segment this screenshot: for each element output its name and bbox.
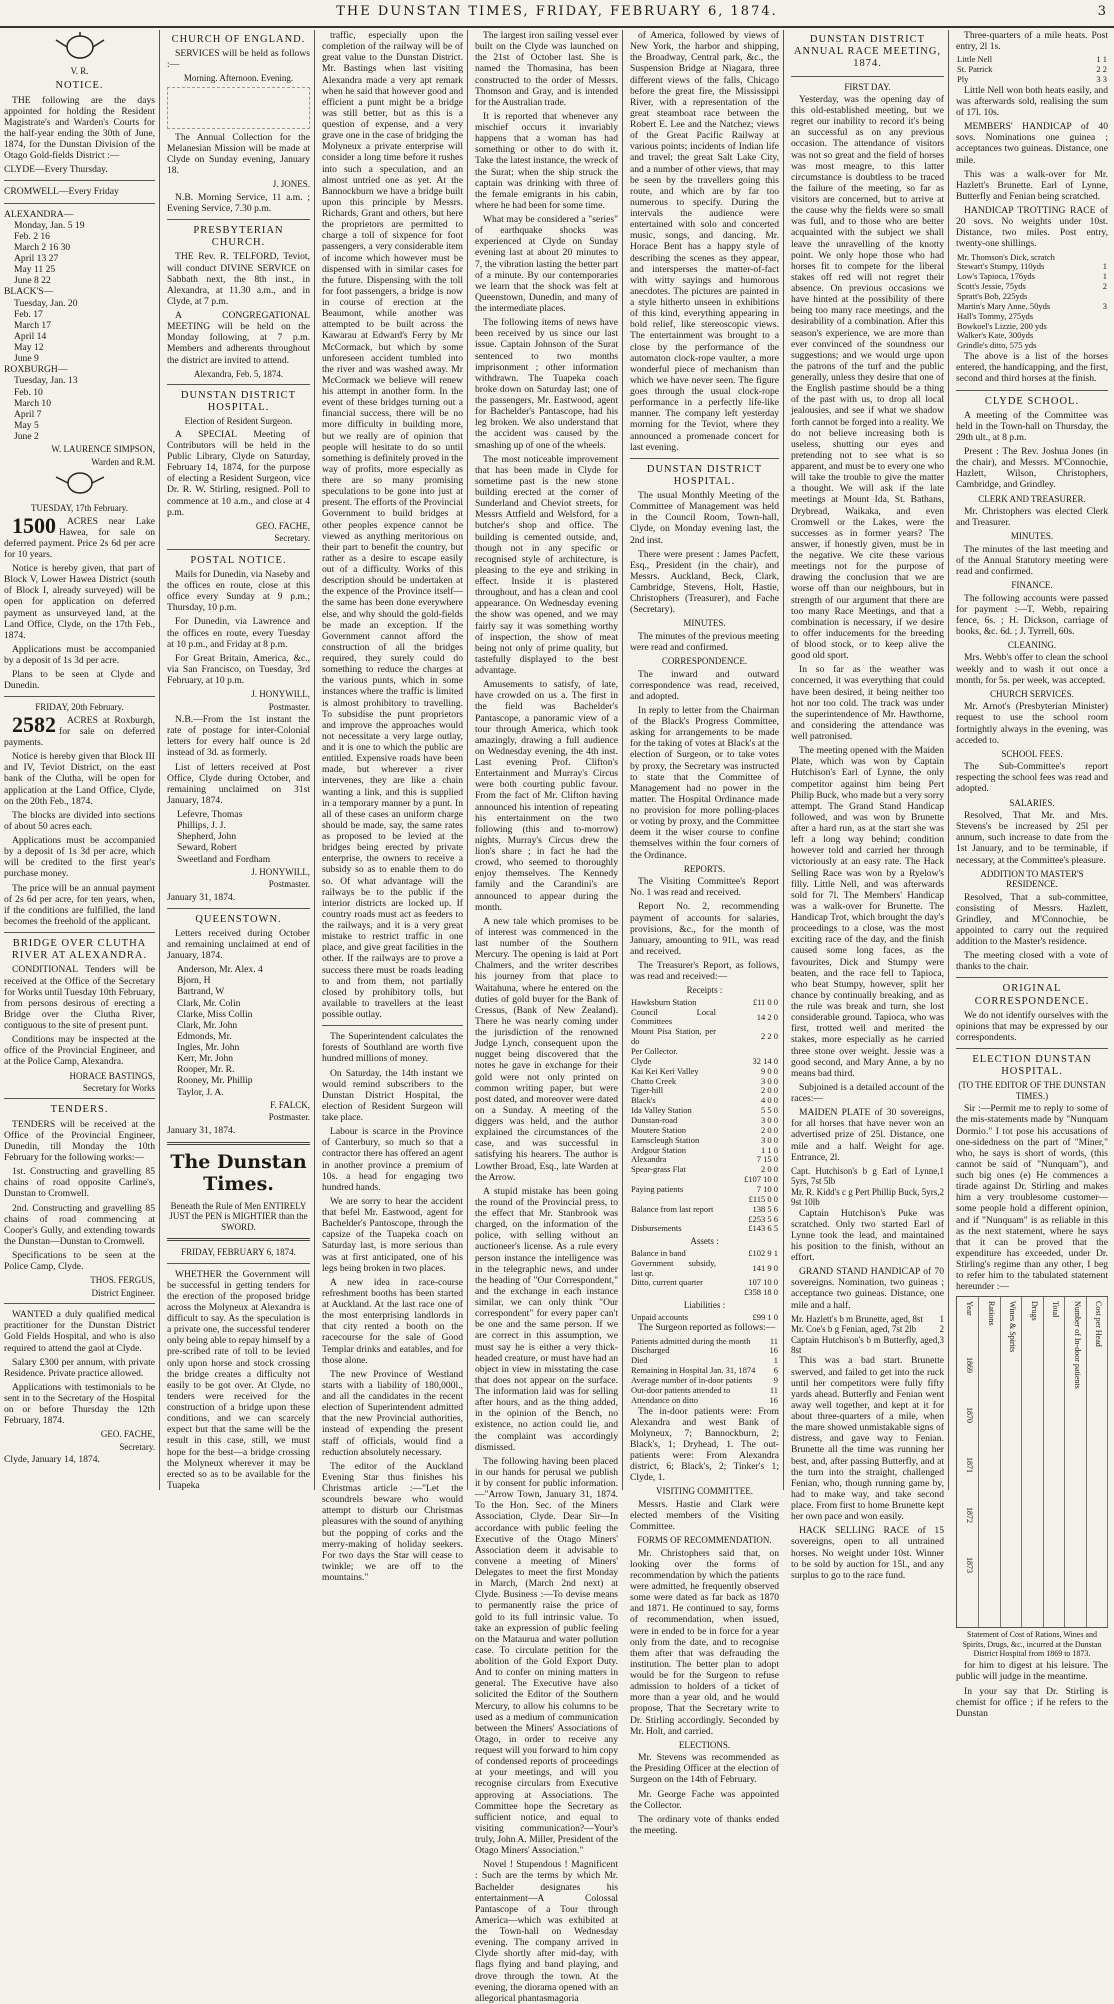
list-item: Bjorn, H — [177, 975, 211, 987]
election-letter-tail-2: In your say that Dr. Stirling is chemist for office ; if he refers to the Dunstan — [956, 1685, 1108, 1719]
year-cell: 1871 — [965, 1457, 975, 1474]
sale-number-2: 2582 — [12, 711, 56, 737]
hospital-meeting: The usual Monthly Meeting of the Committee of Management was held in the Council Room, Town-hall, Clyde, on Monday evening last, the 2nd inst. — [630, 490, 779, 546]
column-6 — [787, 30, 949, 1581]
maiden-plate-note: Captain Hutchison's Puke was scratched. Only two started Earl of Lynne took the lead, and maintained his position to the finish, without an effort. — [791, 1207, 944, 1264]
members-note: This was a walk-over for Mr. Hazlett's Brunette. Earl of Lynne, Butterfly and Fenian being scratched. — [956, 168, 1108, 202]
table-row: Discharged 16 — [631, 1345, 778, 1356]
list-item: Clark, Mr. Colin — [177, 997, 241, 1009]
news-labour: Labour is scarce in the Province of Canterbury, so much so that a contractor there has offered an agent in another province a premium of 10s. a head for engaging two hundred hands. — [322, 1126, 463, 1193]
table-row: Hall's Tommy, 275yds — [957, 310, 1034, 321]
school-para: Resolved, That a sub-committee, consisting of Messrs. Hazlett, Grindley, and M'Connochie, be appointed to carry out the required addition to the Master's residence. — [956, 891, 1108, 948]
presbyterian-meeting: A CONGREGATIONAL MEETING will be held on the Monday following, at 7 p.m. Members and adherents throughout the district are invited to attend. — [167, 310, 310, 366]
wanted-signature: GEO. FACHE, — [100, 1429, 155, 1440]
reports-body-1: The Visiting Committee's Report No. 1 was read and received. — [630, 876, 779, 899]
school-para: The minutes of the last meeting and of the Annual Statutory meeting were read and confirmed. — [956, 543, 1108, 577]
column-2 — [163, 30, 315, 1490]
sale-body-2: Notice is hereby given, that part of Block V, Lower Hawea District (south of Block I, already surveyed) will be open for application on deferred payment as unsurveyed land, at the Land Office, Clyde, on the 17th Feb., 1874. — [4, 563, 155, 641]
sale-body-7: The blocks are divided into sections of about 50 acres each. — [4, 809, 155, 832]
column-1 — [0, 30, 160, 1490]
table-row: Government subsidy, last qr. 141 9 0 — [631, 1257, 778, 1278]
royal-crest-icon — [4, 469, 155, 501]
list-item: Ingles, Mr. John — [177, 1042, 240, 1054]
cost-statement-title: Statement of Cost of Rations, Wines and Spirits, Drugs, &c., incurred at the Dunstan District Hospital from 1869 to 1873. — [962, 1630, 1102, 1658]
list-item: March 17 — [14, 319, 52, 331]
alexandra-dates — [4, 220, 155, 287]
list-item: Seward, Robert — [177, 842, 237, 854]
notice-signature: W. LAURENCE SIMPSON, — [51, 444, 155, 455]
table-row: Mount Pisa Station, per do 2 2 0 — [631, 1026, 778, 1047]
table-row: Martin's Mary Anne, 50yds 3 — [957, 300, 1107, 311]
list-item: Shepherd, John — [177, 831, 237, 843]
minutes-heading: MINUTES. — [683, 618, 726, 629]
postal-signature-2: J. HONYWILL, — [251, 866, 310, 877]
school-heading: CLYDE SCHOOL. — [984, 395, 1080, 407]
queenstown-heading: QUEENSTOWN. — [195, 913, 282, 925]
table-row: Grindle's ditto, 575 yds — [957, 340, 1037, 351]
list-item: Rooper, Mr. R. — [177, 1064, 235, 1076]
hospital-sub: Election of Resident Surgeon. — [184, 416, 293, 427]
table-column — [978, 1297, 1000, 1627]
news-hospital-election: On Saturday, the 14th instant we would remind subscribers to the Dunstan District Hospital, the election of Resident Surgeon will take place. — [322, 1067, 463, 1123]
table-row: Spear-grass Flat 2 0 0 — [631, 1164, 778, 1175]
table-row: Ply 3 3 — [957, 73, 1107, 84]
list-item: April 14 — [14, 330, 47, 342]
sale-date-2: FRIDAY, 20th February. — [35, 702, 124, 713]
table-row: Walker's Kate, 300yds — [957, 330, 1034, 341]
presbyterian-body: THE Rev. R. TELFORD, Teviot, will conduct DIVINE SERVICE on Sabbath next, the 8th inst., in Alexandra, at 11.30 a.m., and in Clyde, at 7 p.m. — [167, 251, 310, 307]
news-items: The following items of news have been received by us since our last issue. Captain Johnson of the Surat sentenced to two months imprisonment ; other information withdrawn. The Tuapeka coach broke down on Saturday last; one of the passengers, Mr. Eastwood, agent for Bachelder's Pantascope, had his leg broken. We also understand that the accident was caused by the smashing up of one of the wheels. — [475, 317, 618, 451]
assets-total: £358 18 0 — [744, 1287, 778, 1298]
news-mistake: A stupid mistake has been going the round of the Provincial press, to the effect that Mr. Stanbrook was charged, on the information of the police, with selling without an auctioneer's license. As a rule every person instance the intelligence was in the telegraphic news, and under the heading of "Our Correspondent," and the exchange in each instance similar, we can only think "Our correspondent" for every paper can't be one and the same person. If we are correct in this assumption, we must say he is either a very thick-headed creature, or must have had an object in view in misstating the case that does not appear on the surface. The information laid was for selling after hours, and as the thing added, in the opinion of the Bench, no existence, no action could lie, and the complaint was accordingly dismissed. — [475, 1185, 618, 1453]
column-header: Number of In-door patients — [1072, 1301, 1082, 1390]
sale-body-9: The price will be an annual payment of 2s 6d per acre, for ten years, when, if the conditions are fulfilled, the land becomes the freehold of the applicant. — [4, 882, 155, 927]
table-row: Tiger-hill 2 0 0 — [631, 1085, 778, 1096]
news-westland: The new Province of Westland starts with a liability of 180,000l., and all the candidates in the recent election of Superintendent admitted that the new Provincial authorities, instead of expending the present staff of officials, would find a reduction absolutely necessary. — [322, 1368, 463, 1458]
bridge-body-1: CONDITIONAL Tenders will be received at the Office of the Secretary for Works until Tuesday 10th February, from persons desirous of erecting a Bridge over the Clutha River, contiguous to the site of present punt. — [4, 964, 155, 1032]
table-row: Clyde 32 14 0 — [631, 1055, 778, 1066]
hospital-signature-title: Secretary. — [274, 533, 310, 544]
liabilities-heading: Liabilities : — [683, 1300, 726, 1311]
column-header: Drugs — [1029, 1301, 1039, 1322]
elections-heading: ELECTIONS. — [678, 1739, 731, 1750]
postal-nb: N.B.—From the 1st instant the rate of postage for inter-Colonial letters for every half ounce is 2d instead of 3d. as formerly. — [167, 714, 310, 759]
queenstown-signature-title: Postmaster. — [268, 1112, 310, 1123]
sale-body-4: Plans to be seen at Clyde and Dunedin. — [4, 669, 155, 692]
school-present: Present : The Rev. Joshua Jones (in the chair), and Messrs. M'Connochie, Hazlett, Wilson, Christophers, Cambridge, and Grindley. — [956, 446, 1108, 491]
column-header: Year — [965, 1301, 975, 1317]
wanted-body-2: Salary £300 per annum, with private Residence. Private practice allowed. — [4, 1356, 155, 1379]
news-earthquake: What may be considered a "series" of earthquake shocks was experienced at Clyde on Sunday evening last at about 20 minutes to 7, the vibration lasting the better part of a minute. By our contemporaries we learn that the shock was felt at Queenstown, Dunedin, and many of the intermediate places. — [475, 214, 618, 314]
races-first-day: FIRST DAY. — [844, 81, 891, 92]
correspondence-body-2: In reply to letter from the Chairman of the Black's Progress Committee, asking for arrangements to be made for the taking of votes at Black's at the election of Surgeon, or to take votes by proxy, the Secretary was instructed to state that the Committee of Management had no power in the matter. The Hospital Ordinance made no provision for more polling-places or voting by proxy, and the Committee deem it the wiser course to confine themselves within the four corners of the Ordinance. — [630, 704, 779, 861]
wanted-body-3: Applications with testimonials to be sent in to the Secretary of the Hospital on or before Thursday the 12th February, 1874. — [4, 1381, 155, 1427]
column-3 — [318, 30, 468, 1583]
visiting-body: Messrs. Hastie and Clark were elected members of the Visiting Committee. — [630, 1498, 779, 1533]
table-column — [1064, 1297, 1086, 1627]
postal-heading: POSTAL NOTICE. — [190, 554, 287, 566]
list-item: Kerr, Mr. John — [177, 1053, 234, 1065]
postal-signature-title: Postmaster. — [268, 701, 310, 712]
result-row: Capt. Hutchison's b g Earl of Lynne, 5yrs, 7st 5lb 1 — [791, 1165, 944, 1187]
notice-clyde: CLYDE—Every Thursday. — [4, 164, 108, 176]
year-cell: 1873 — [965, 1557, 975, 1574]
page-number: 3 — [1097, 4, 1106, 19]
news-booths: A new idea in race-course refreshment booths has been started at Auckland. At the last race one of the most enterprising landlords in that city rented a booth on the racecourse for the sale of Good Templar drinks and eatables, and for those alone. — [322, 1276, 463, 1366]
table-row: Scott's Jessie, 75yds 2 — [957, 281, 1107, 292]
masthead-title: THE DUNSTAN TIMES, FRIDAY, FEBRUARY 6, 1874. — [336, 4, 778, 19]
notice-heading: NOTICE. — [55, 80, 104, 92]
table-column — [957, 1297, 979, 1627]
church-times: Morning. Afternoon. Evening. — [183, 73, 294, 84]
table-column — [1021, 1297, 1043, 1627]
postal-body-1: Mails for Dunedin, via Naseby and the offices en route, close at this office every Sunday at 9 p.m.; Thursday, 10 p.m. — [167, 568, 310, 614]
school-subhead: SCHOOL FEES. — [1001, 748, 1063, 759]
table-row: Average number of in-door patients 9 — [631, 1374, 778, 1385]
receipts-heading: Receipts : — [686, 985, 723, 996]
table-row: Hawksburn Station £11 0 0 — [631, 996, 778, 1007]
royal-crest-icon — [4, 32, 155, 64]
table-row: Balance in band £102 9 1 — [631, 1247, 778, 1258]
church-signature: J. JONES. — [272, 179, 310, 190]
table-row: Remaining in Hospital Jan. 31, 1874 6 — [631, 1365, 778, 1376]
newspaper-title: The Dunstan Times. — [170, 1150, 307, 1195]
races-summary: The meeting opened with the Maiden Plate, which was won by Captain Hutchison's Earl of Lynne, the only competitor against him being Pert Philip Buck, who made but a very sorry attempt. The Grand Stand Handicap followed, and was won by Brunette after a hard run, as at the start she was left a long way behind; condition however told and carried her through victoriously at an easy rate. The Hack Selling Race was won by a Ryelow's filly. Little Nell, and was afterwards sold for 7l. The Members' Handicap was a walk-over for Brunette. The Handicap Trot, which brought the day's proceedings to a close, was the most exciting race of the day, and the finish caused some long faces, as the favourites, Dick and Stumpy were beaten, and the race fell to Tapioca, who beat Stumpy, however, split her chance by continually breaking, and as the rule was break and turn, she lost considerable ground. Tapioca, who was first, trotted well and merited the stakes, more especially as he carried three stone over weight. Jessie was a good second, and Mary Anne, a by no means bad third. — [791, 745, 944, 1079]
table-row: Spratt's Bob, 225yds — [957, 291, 1028, 302]
hack-selling-race: HACK SELLING RACE of 15 sovereigns, open to all untrained horses. No weight under 10st. Winner to be sold by auction for 15l., and any surplus to go to the race fund. — [791, 1525, 944, 1581]
reports-body-2: Report No. 2, recommending payment of accounts for salaries, provisions, &c., for the month of January, amounting to 91l., was read and received. — [630, 901, 779, 957]
school-subhead: MINUTES. — [1010, 531, 1054, 542]
editorial-continued: traffic, especially upon the completion of the railway will be of great value to the Dunstan District. Mr. Bastings when last visiting Alexandra made a very apt remark when he said that however good and efficient a punt might be a bridge was still better, but as this is a question of expense, and a very grave one in the case of bridging the Molyneux a private enterprise will consider a long time before it rushes into such a speculation, and an almost untried one as yet. At the Bannockburn we have a bridge built upon this principle by Messrs. Richards, Grant and others, but here the proprietors are permitted to charge a toll of sixpence for foot passengers, a very considerable item of income which however must be dispensed with in similar cases for the future. Dispensing with the toll for foot passengers, a bridge is now in course of erection at the Beaumont, while another was attempted to be built across the Kawarau at Edward's Ferry by Mr McCormack, but which by some unforeseen accident tumbled into the river and was washed away. Mr McCormack we believe will renew his attempt in another form. In the event of these bridges turning out a financial success, there will be no more difficulty in building more, but we really are of opinion that people will hesitate to do so until something is definitely proved in the way of profits, more especially as there are so many promising speculations to be gone into just at present. The efforts of the Provincial Government to build bridges at other peoples expence cannot be viewed as anything meritorious on their part to benefit the country, but rather as a desire to escape easily out of a difficulty. Works of this description should be undertaken at the expence of the Province itself—the same has been done everywhere else, and why should the gold-fields be made an exception. If the Government cannot afford the construction of all the bridges required, they surely could do something to reduce the charges at the various punts, which in some instances where the traffic is limited is almost prohibitory to travelling. To subsidise the punt proprietors and improve the approaches would not necessitate a very large outlay, and it is one to which the public are entitled. Expensive roads have been made, but wherever a river intervenes, they are like a chain wanting a link, and this is supplied in a temporary manner by a punt. In all of these cases an uniform charge should be made, say, the same rates as proposed to be levied at the bridges being erected by private enterprise, the owners to receive a subsidy so as to enable them to do so. Of what advantage will the railways be to the public if the interior districts are locked up. If country roads must act as feeders to the railways, and it is a very great mistake to restrict traffic in one place, and give great facilities in the other. If the railways are to prove a success there must be roads leading to and from them, not partially closed by prohibitory tolls, but available to travellers at the least possible outlay. — [322, 30, 463, 1020]
school-para: Mr. Arnot's (Presbyterian Minister) request to use the school room fortnightly always in the evening, was acceded to. — [956, 701, 1108, 746]
tenders-heading: TENDERS. — [50, 1104, 109, 1116]
table-row: Moutere Station 2 0 0 — [631, 1124, 778, 1135]
postal-date: January 31, 1874. — [167, 891, 236, 903]
hospital-heading: DUNSTAN DISTRICT HOSPITAL. — [180, 390, 297, 414]
list-item: Rooney, Mr. Phillip — [177, 1075, 253, 1087]
table-row: Ditto, current quarter 107 10 0 — [631, 1277, 778, 1288]
table-row: Died 1 — [631, 1355, 778, 1366]
sale-date-1: TUESDAY, 17th February. — [31, 503, 128, 514]
year-cell: 1872 — [965, 1507, 975, 1524]
tenders-body-2: 1st. Constructing and gravelling 85 chains of road opposite Carline's, Dunstan to Cromwell. — [4, 1166, 155, 1200]
column-header: Cost per Head — [1093, 1301, 1103, 1348]
school-para: The following accounts were passed for payment :—T. Webb, repairing fence, 6s. ; H. Dickson, carriage of books, &c. 6d. ; J. Tyrrell, 60s. — [956, 592, 1108, 637]
totals-table: £107 10 0 Paying patients 7 10 0 £115 0 0 Balance from last report 138 5 6 £253 5 6 Disbursements £143 6 5 — [631, 1174, 778, 1234]
list-item: March 2 16 30 — [14, 241, 71, 253]
election-letter-to: (TO THE EDITOR OF THE DUNSTAN TIMES.) — [958, 1080, 1106, 1101]
list-item: April 7 — [14, 408, 42, 420]
result-row: Mr. R. Kidd's c g Pert Phillip Buck, 5yrs, 9st 10lb 2 — [791, 1186, 944, 1208]
list-item: Bartrand, W — [177, 986, 225, 998]
school-subhead: FINANCE. — [1011, 580, 1053, 591]
queenstown-signature: F. FALCK, — [270, 1099, 310, 1110]
church-nb: N.B. Morning Service, 11 a.m. ; Evening Service, 7.30 p.m. — [167, 191, 310, 214]
grand-stand-handicap: GRAND STAND HANDICAP of 70 sovereigns. Nomination, two guineas ; acceptance two guineas. Distance, one mile and a half. — [791, 1266, 944, 1311]
news-accident: We are sorry to hear the accident that befel Mr. Eastwood, agent for Bachelder's Pantoscope, through the capsize of the Tuapeka coach on Saturday last, is more serious than was at first anticipated, one of his legs being broken in two places. — [322, 1195, 463, 1274]
list-item: June 8 22 — [14, 275, 51, 287]
hack-race-conditions: Three-quarters of a mile heats. Post entry, 2l 1s. — [956, 30, 1108, 53]
correspondence-disclaimer: We do not identify ourselves with the opinions that may be expressed by our correspondents. — [956, 1009, 1108, 1043]
postal-signature: J. HONYWILL, — [251, 689, 310, 700]
presbyterian-heading: PRESBYTERIAN CHURCH. — [193, 225, 284, 249]
column-7 — [952, 30, 1112, 1719]
news-building: The most noticeable improvement that has been made in Clyde for sometime past is the new stone building erected at the corner of Sunderland and Cheviot streets, for Messrs Attfield and Welsford, for a butcher's shop and office. The building is cemented outside, and, though not in any specific or recognised style of architecture, is pleasing to the eye and striking in effect. Inside it is plastered throughout, and has a clean and cool appearance. On Wednesday evening the show was opened, and we may fairly say it was something worthy of inspection, the show of meat being not only of prime quality, but tastefully displayed to the best advantage. — [475, 453, 618, 676]
notice-roxburgh: ROXBURGH— — [4, 364, 68, 376]
tenders-signature-title: District Engineer. — [91, 1287, 155, 1298]
list-item: Clark, Mr. John — [177, 1019, 238, 1031]
news-amusements: Amusements to satisfy, of late, have crowded on us a. The first in the field was Bachelder's Pantascope, a panoramic view of a tour through America, which took amazingly, drawing a full audience on Wednesday evening, the 4th inst. Last evening Prof. Clifton's Entertainment and Murray's Circus were both courting public favour. From the fact of Mr. Clifton having announced his intention of repeating his entertainment on the two following (this and to-morrow) nights, Murray's Circus drew the lion's share ; in fact he had the crowd, who seemed to thoroughly enjoy themselves. The Kennedy family and the Carandini's are announced to appear during the month. — [475, 679, 618, 913]
school-subhead: CLEANING. — [1007, 640, 1057, 651]
table-column — [1043, 1297, 1065, 1627]
school-subhead: CHURCH SERVICES. — [990, 688, 1074, 699]
tenders-body-1: TENDERS will be received at the Office of the Provincial Engineer, Dunedin, till Monday the 10th February for the following works:— — [4, 1118, 155, 1163]
postal-list: List of letters received at Post Office, Clyde during October, and remaining unclaimed on 31st January, 1874. — [167, 761, 310, 806]
notice-alexandra: ALEXANDRA— — [4, 208, 74, 220]
members-handicap: MEMBERS' HANDICAP of 40 sovs. Nominations one guinea ; acceptances two guineas. Distance, one mile. — [956, 121, 1108, 166]
list-item: May 5 — [14, 419, 39, 431]
editorial-body: WHETHER the Government will be successful in getting tenders for the erection of the proposed bridge across the Molyneux at Alexandra is difficult to say. As the speculation is a private one, the successful tenderer only being able to repay himself by a pre-scribed rate of toll to be levied only upon horse and stock crossing the bridge creates a difficulty not easily to be got over. At Clyde, no tenders were received for the construction of a bridge upon these conditions, and we can scarcely expect but that the same will be the result in this case, still, we must hope for the best—a bridge crossing the Molyneux wherever it may be erected so as to be available for the Tuapeka — [167, 1268, 310, 1491]
masthead — [0, 0, 1114, 28]
table-row: Ida Valley Station 5 5 0 — [631, 1105, 778, 1116]
sale-body-5: ACRES at Roxburgh, for sale on deferred payments. — [4, 714, 155, 749]
table-row: Chatto Creek 3 0 0 — [631, 1075, 778, 1086]
minutes-body: The minutes of the previous meeting were read and confirmed. — [630, 630, 779, 654]
newspaper-date: FRIDAY, FEBRUARY 6, 1874. — [181, 1247, 296, 1258]
church-body: SERVICES will be held as follows :— — [167, 48, 310, 71]
forms-body: Mr. Christophers said that, on looking over the forms of recommendation by which the patients were admitted, he frequently observed some were dated as far back as 1870 and 1871. He continued to say, forms of recommendation, when issued, were in ended to be in force for a year only from the date, and to recognise them after that was defrauding the institution. The better plan to adopt would be for the Surgeon to refuse admission to holders of a ticket of more than a year old, and he would propose, That the Secretary write to Dr. Stirling accordingly. Seconded by Mr. Holt, and carried. — [630, 1547, 779, 1737]
result-row: Mr. Hazlett's b m Brunette, aged, 8st 1 — [791, 1313, 944, 1324]
school-meeting: A meeting of the Committee was held in the Town-hall on Thursday, the 29th ult., at 8 p.m. — [956, 409, 1108, 443]
postal-body-2: For Dunedin, via Lawrence and the offices en route, every Tuesday at 10 p.m., and Friday at 8 p.m. — [167, 616, 310, 650]
queenstown-body: Letters received during October and remaining unclaimed at end of January, 1874. — [167, 927, 310, 962]
table-row: Low's Tapioca, 176yds 1 — [957, 271, 1107, 282]
hack-note: Little Nell won both heats easily, and was afterwards sold, realising the sum of 17l. 10s. — [956, 84, 1108, 119]
table-row: Attendance on ditto 16 — [631, 1394, 778, 1405]
news-launch: The largest iron sailing vessel ever built on the Clyde was launched on the 21st of October last. She is named the Thomasina, has been constructed to the order of Messrs. Thomson and Gray, and is intended for the Australian trade. — [475, 30, 618, 108]
trotting-results — [956, 253, 1108, 352]
tenders-signature: THOS. FERGUS, — [90, 1275, 155, 1286]
table-row: Council Local Committees 14 2 0 — [631, 1006, 778, 1027]
races-detail-intro: Subjoined is a detailed account of the races:— — [791, 1081, 944, 1105]
table-column — [1000, 1297, 1022, 1627]
queenstown-date: January 31, 1874. — [167, 1124, 236, 1136]
hospital-present: There were present : James Pacfett, Esq., President (in the chair), and Messrs. Auckland, Beck, Clark, Cambridge, Stevens, Holt, Hastie, Christophers (Treasurer), and Fache (Secretary). — [630, 548, 779, 616]
list-item: Feb. 10 — [14, 386, 43, 398]
table-row: Kai Kei Keri Valley 9 0 0 — [631, 1065, 778, 1076]
sale-body-8: Applications must be accompanied by a deposit of 1s 3d per acre, which will be credited to the first year's purchase money. — [4, 835, 155, 880]
races-weather: In so far as the weather was concerned, it was everything that could have been desired, it being neither too hot nor too cold. The track was under the superintendence of Mr. Hawthorne, and considering the attendance was well patronised. — [791, 664, 944, 743]
news-auckland: The editor of the Auckland Evening Star thus finishes his Christmas article :—"Let the scoundrels beware who would attempt to disturb our Christmas pleasures with the sound of anything but the popping of corks and the merry-making of holiday seekers. For two days the Star will cease to twinkle; we are off to the mountains." — [322, 1460, 463, 1583]
wanted-date: Clyde, January 14, 1874. — [4, 1454, 100, 1466]
elections-body-2: Mr. George Fache was appointed the Collector. — [630, 1788, 779, 1811]
list-item: Feb. 17 — [14, 308, 43, 320]
hospital-body: A SPECIAL Meeting of Contributors will be held in the Public Library, Clyde on Saturday, February 14, 1874, for the purpose of electing a Resident Surgeon, vice Dr. R. W. Stirling, resigned. Poll to commence at 10 a.m., and close at 4 p.m. — [167, 428, 310, 518]
grand-stand-note: This was a bad start. Brunette swerved, and failed to get into the ruck until her competitors were fully fifty yards ahead. Butterfly and Fenian went away well together, and kept at it for about three-quarters of a mile, when the mare showed unmistakable signs of distress, and gave way to Fenian. Brunette all the time was running her best, and, after passing Butterfly, and at the turn into the straight, challenged Fenian, who, though running game by, had to make way, and take second place. From first to home Brunette kept her own pace and won easily. — [791, 1355, 944, 1523]
cost-statement-table — [956, 1296, 1108, 1628]
visiting-heading: VISITING COMMITTEE. — [656, 1486, 753, 1497]
school-para: Resolved, That Mr. and Mrs. Stevens's be increased by 25l per annum, such increase to date from the 1st January, and to be terminable, if necessary, at the Committee's pleasure. — [956, 810, 1108, 866]
sale-body-3: Applications must be accompanied by a deposit of 1s 3d per acre. — [4, 643, 155, 667]
presbyterian-date: Alexandra, Feb. 5, 1874. — [193, 368, 284, 379]
list-item: Tuesday, Jan. 13 — [14, 375, 78, 387]
column-header: Wines & Spirits — [1008, 1301, 1018, 1353]
postal-body-3: For Great Britain, America, &c., via San Francisco, on Tuesday, 3rd February, at 10 p.m. — [167, 652, 310, 687]
table-row: Patients admitted during the month 11 — [631, 1335, 778, 1346]
news-miners-letter: The following having been placed in our hands for perusal we publish it by consent for public information.—"Arrow Town, January 31, 1874. To the Hon. Sec. of the Miners Association, Clyde. Dear Sir—In accordance with public feeling the Executive of the Otago Miners' Association deem it advisable to convene a meeting of Miners' Delegates to meet the first Monday in March, (March 2nd next) at Clyde. Business :—To devise means to permanently raise the price of gold to its full intrinsic value. To take an expression of public feeling on the Mataurua and water pollution case. To circulate petition for the abolition of the Gold Export Duty. And to confer on mining matters in general. The Executive have also solicited the Editor of the Southern Mercury, to allow his columns to be used as a medium of communication between the Miners' Associations of Otago, in order to receive any request will you forward to him copy of condensed reports of proceedings at your meetings, and will you recognise circulars from Executive approving at Associations. The Committee hope the Secretary as sufficient notice, and equal to visiting communication?—Your's truly, John A. Miller, President of the Otago Miners' Association." — [475, 1455, 618, 1857]
maiden-plate: MAIDEN PLATE of 30 sovereigns, for all horses that have never won an advertised prize of 25l. Distance, one mile and a half. Weight for age. Entrance, 2l. — [791, 1107, 944, 1163]
pantascope-continued: of America, followed by views of New York, the harbor and shipping, the Broadway, Central park, &c., the Suspension Bridge at Niagara, three different views of the falls, Chicago before the great fire, the Mississippi River, with a representation of the great steamboat race between the Robert E. Lee and the Natchez; views of the Great Pacific Railway at various points; incidents of Indian life and travel; the great Salt Lake City, and a number of other views, that may be seen by the travellers going this route, and which are by far too numerous to specify. During the intervals the audience were entertained with solo and concerted music, songs, and dancing. Mr. Horace Bent has a happy style of describing the scenes as they appear, and intersperses the matter-of-fact with witty sayings and humorous anecdotes. The pictures are painted in a style hitherto unseen in exhibitions of this kind, everything appearing in bold relief, like stereoscopic views. The entertainment was brought to a close by the performance of the automaton clock-rope vaulter, a more wonderful piece of mechanism than which we have never seen. The figure goes through the usual clock-rope performance in a perfectly life-like manner. The company left yesterday morning for the Teviot, where they announced a promenade concert for last evening. — [630, 30, 779, 453]
bridge-body-2: Conditions may be inspected at the office of the Provincial Engineer, and at the Police Camp, Alexandra. — [4, 1034, 155, 1068]
year-cell: 1870 — [965, 1407, 975, 1424]
notice-cromwell: CROMWELL—Every Friday — [4, 186, 119, 198]
school-para: Mrs. Webb's offer to clean the school weekly and to wash it out once a month, for 5s. per week, was accepted. — [956, 652, 1108, 686]
school-para: The meeting closed with a vote of thanks to the chair. — [956, 950, 1108, 973]
table-row: Bowkoel's Lizzie, 200 yds — [957, 320, 1047, 331]
table-column — [1086, 1297, 1108, 1627]
sale-body-6: Notice is hereby given that Block III and IV, Teviot District, on the east bank of the Clutha, will be open for application at the Land Office, Clyde, on the 20th Feb., 1874. — [4, 751, 155, 807]
roxburgh-dates — [4, 375, 155, 442]
tenders-body-4: Specifications to be seen at the Police Camp, Clyde. — [4, 1250, 155, 1273]
assets-heading: Assets : — [690, 1236, 719, 1247]
school-subhead: SALARIES. — [1009, 797, 1055, 808]
table-row: Ardgour Station 1 1 0 — [631, 1144, 778, 1155]
school-subhead: ADDITION TO MASTER'S RESIDENCE. — [980, 868, 1084, 890]
year-cell: 1869 — [965, 1357, 975, 1374]
news-surat: It is reported that whenever any mischief occurs it invariably happens that a woman has had something or other to do with it. Take the latest instance, the wreck of the Surat; when the ship struck the captain was drinking with three of the female emigrants in his cabin, where he had been for some time. — [475, 110, 618, 211]
table-row: Unpaid accounts £99 1 0 — [631, 1311, 778, 1322]
postal-signature-title-2: Postmaster. — [268, 879, 310, 890]
tenders-body-3: 2nd. Constructing and gravelling 85 chains of road commencing at Cooper's Gully, and extending towards the Dunstan—Dunstan to Cromwell. — [4, 1202, 155, 1247]
notice-signature-title: Warden and R.M. — [91, 456, 155, 467]
assets-table — [630, 1249, 779, 1288]
election-letter-body: Sir :—Permit me to reply to some of the mis-statements made by "Nunquam Dormio." I tot pose his accusations of one-sidedness on the part of "Miner," who, he says is short of words, (this cannot be said of "Nunquam"), and such big ones (e) He commences a tirade against Dr. Stirling and makes him a very troublesome customer—some people hold a different opinion, and if "Nunquam" is as reliable in this as the next statement, where he says that it can be proved that the expenditure has exceeded, under Dr. Stirling's regime than any other, I beg to refer him to the tabulated statement hereunder :— — [956, 1103, 1108, 1293]
list-item: June 9 — [14, 353, 39, 365]
table-row: Per Collector. — [631, 1046, 678, 1057]
list-item: Clarke, Miss Collin — [177, 1008, 253, 1020]
list-item: Monday, Jan. 5 19 — [14, 219, 85, 231]
bridge-signature: HORACE BASTINGS, — [69, 1070, 155, 1081]
list-item: April 13 27 — [14, 253, 59, 265]
bridge-signature-title: Secretary for Works — [82, 1083, 155, 1094]
election-letter-tail: for him to digest at his leisure. The public will judge in the meantime. — [956, 1660, 1108, 1683]
school-para: Mr. Christophers was elected Clerk and Treasurer. — [956, 506, 1108, 529]
surgeon-report: The Surgeon reported as follows:— — [638, 1322, 776, 1334]
elections-body-3: The ordinary vote of thanks ended the meeting. — [630, 1813, 779, 1836]
table-row: Little Nell 1 1 — [957, 54, 1107, 65]
wanted-body-1: WANTED a duly qualified medical practitioner for the Dunstan District Gold Fields Hospital, and who is also required to attend the gaol at Clyde. — [4, 1309, 155, 1354]
list-item: Sweetland and Fordham — [177, 853, 271, 865]
news-tale: A new tale which promises to be of interest was commenced in the last number of the Southern Mercury. The opening is laid at Port Chalmers, and the writer describes his journey from that place to Waitahuna, where he entered on the duties of gold buyer for the Bank of Cressus, (Bank of New Zealand). There he was nearly coming under the jurisdiction of the renowned Judge Lynch, consequent upon the nugget being discovered that the notes he gave in exchange for their gold were not only printed on common writing paper, but were post dated, and moreover were dated on a Sunday. A meeting of the diggers was held, and the author explained the circumstances of the case, and was successful in satisfying his hearers. The author is Lowther Broad, Esq., late Warden at the Arrow. — [475, 915, 618, 1183]
notice-blacks: BLACK'S— — [4, 286, 54, 298]
result-row: Mr. Coe's b g Fenian, aged, 7st 2lb 2 — [791, 1324, 944, 1335]
bridge-heading: BRIDGE OVER CLUTHA RIVER AT ALEXANDRA. — [11, 938, 148, 962]
church-heading: CHURCH OF ENGLAND. — [171, 34, 306, 45]
elections-body-1: Mr. Stevens was recommended as the Presiding Officer at the election of Surgeon on the 14th of February. — [630, 1752, 779, 1786]
patients-origin: The in-door patients were: From Alexandra and west Bank of Molyneux, 7; Bannockburn, 2; Black's, 1; Dryhead, 1. The out-patients were: From Alexandra district, 6; Black's, 2; Tinker's 1; Clyde, 1. — [630, 1405, 779, 1484]
column-header: Total — [1051, 1301, 1061, 1318]
receipts-table — [630, 998, 779, 1175]
result-row: Captain Hutchison's b m Butterfly, aged, 8st 3 — [791, 1334, 944, 1356]
table-row: Earnscleugh Station 3 0 0 — [631, 1134, 778, 1145]
list-item: Taylor, J. A. — [177, 1086, 224, 1098]
correspondence-heading: CORRESPONDENCE. — [661, 656, 748, 667]
election-letter-heading: ELECTION DUNSTAN HOSPITAL. — [972, 1054, 1092, 1078]
table-row: Alexandra 7 15 0 — [631, 1154, 778, 1165]
postal-names — [167, 809, 310, 865]
church-annual: The Annual Collection for the Melanesian Mission will be made at Clyde on Sunday evening, January 18. — [167, 131, 310, 177]
table-row: Stewart's Stumpy, 110yds 1 — [957, 261, 1107, 272]
newspaper-motto: Beneath the Rule of Men ENTIRELY JUST the PEN is MIGHTIER than the SWORD. — [169, 1200, 308, 1232]
list-item: May 12 — [14, 342, 44, 354]
list-item: Anderson, Mr. Alex. 4 — [177, 964, 263, 976]
news-forests: The Superintendent calculates the forests of Southland are worth five hundred millions of money. — [322, 1031, 463, 1065]
races-heading: DUNSTAN DISTRICT ANNUAL RACE MEETING, 1874. — [793, 34, 942, 70]
crest-letters: V. R. — [70, 66, 89, 76]
table-row: St. Patrick 2 2 — [957, 64, 1107, 75]
races-intro: Yesterday, was the opening day of this old-established meeting, but we regret our inability to record it's being an successful as on any previous occasion. The attendance of visitors was not so great and the field of horses was most meagre, to this latter circumstance is doubtless to be traced the failure of the meeting, so far as visitors are concerned, but to arrive at the cause why the fields were so small was full, and to those who are better acquainted with the subject we shall leave the unravelling of the knotty point. We only hope those who had horses fit to compete for the liberal stakes off red will not regret their absence. On previous occasions we have hinted at the possibility of there being too many race meetings, and the desirability of a combination. After this season's experience, we are more than ever convinced of the soundness our suggestions; and we would urge upon the patrons of the turf and the public generally, unless they desire that one of the English pastime should be a thing of the past with us, to drop all local jealousies, and see if what we shadow forth cannot be forged into a reality. We do not believe increasing both is useless, shutting our eyes and pretending not to see what is so apparent, and must be to every one who will take the trouble to give the matter a thought. We will ask if the late meetings at Mount Ida, St. Bathans, Drybread, Waikaka, and even Cromwell or the Lakes, were the successes as in former years? The answer, if honestly given, must be in the negative. We cite these various meetings not for the purpose of drawing the conclusion that we are worse off than our neighbours, but in strength of our argument that there are too many Race Meetings, and that a combination is necessary, if we desire to offer inducements for the breeding of blood stock, or to keep alive the good old sport. — [791, 93, 944, 662]
news-pantascope: Novel ! Stupendous ! Magnificent : Such are the terms by which Mr. Bachelder designates his entertainment—A Colossal Pantascope of a Tour through America—which was exhibited at the Town-hall on Wednesday evening. The company arrived in Clyde shortly after mid-day, with flags flying and band playing, and drove through the town. At the evening, the diorama opened with an allegorical phantasmagoria — [475, 1859, 618, 2004]
column-4 — [471, 30, 623, 2004]
surgeon-table — [630, 1337, 779, 1406]
school-subhead: CLERK AND TREASURER. — [978, 493, 1086, 504]
hack-results — [956, 55, 1108, 85]
list-item: Lefevre, Thomas — [177, 809, 243, 821]
queenstown-names — [167, 964, 310, 1098]
reports-heading: REPORTS. — [683, 863, 726, 874]
list-item: Tuesday, Jan. 20 — [14, 297, 78, 309]
school-para: The Sub-Committee's report respecting the school fees was read and adopted. — [956, 761, 1108, 795]
hospital-signature: GEO. FACHE, — [255, 520, 310, 531]
blacks-dates — [4, 298, 155, 365]
liabilities-table — [630, 1313, 779, 1323]
correspondence-heading: ORIGINAL CORRESPONDENCE. — [974, 983, 1090, 1007]
trotting-race: HANDICAP TROTTING RACE of 20 sovs. No weights under 10st. Distance, two miles. Post entry, twenty-one shillings. — [956, 205, 1108, 250]
list-item: Phillips, J. J. — [177, 820, 226, 832]
list-item: June 2 — [14, 431, 39, 443]
list-item: March 10 — [14, 397, 52, 409]
table-row: Out-door patients attended to 11 — [631, 1384, 778, 1395]
correspondence-body-1: The inward and outward correspondence was read, received, and adopted. — [630, 668, 779, 702]
list-item: May 11 25 — [14, 264, 56, 276]
wanted-signature-title: Secretary. — [119, 1441, 155, 1452]
column-5 — [626, 30, 784, 1836]
notice-body: THE following are the days appointed for holding the Resident Magistrate's and Warden's Courts for the half-year ending the 30th of June, 1874, for the Dunstan Division of the Otago Gold-fields District :— — [4, 94, 155, 162]
list-item: Feb. 2 16 — [14, 230, 50, 242]
list-item: Edmonds, Mr. — [177, 1030, 232, 1042]
reports-body-3: The Treasurer's Report, as follows, was read and received:— — [630, 960, 779, 983]
table-row: Mr. Thomson's Dick, scratch — [957, 251, 1055, 262]
trotting-note: The above is a list of the horses entered, the handicapping, and the first, second and third horses at the finish. — [956, 351, 1108, 385]
table-row: Dunstan-road 3 0 0 — [631, 1115, 778, 1126]
hospital-report-heading: DUNSTAN DISTRICT HOSPITAL. — [646, 463, 763, 487]
church-schedule-stamp — [167, 87, 310, 129]
forms-heading: FORMS OF RECOMMENDATION. — [637, 1535, 772, 1546]
table-row: Black's 4 0 0 — [631, 1095, 778, 1106]
sale-number-1: 1500 — [12, 512, 56, 538]
column-header: Rations — [986, 1301, 996, 1326]
sale-body-1: ACRES near Lake Hawea, for sale on deferred payment. Price 2s 6d per acre for 10 years. — [4, 515, 155, 560]
